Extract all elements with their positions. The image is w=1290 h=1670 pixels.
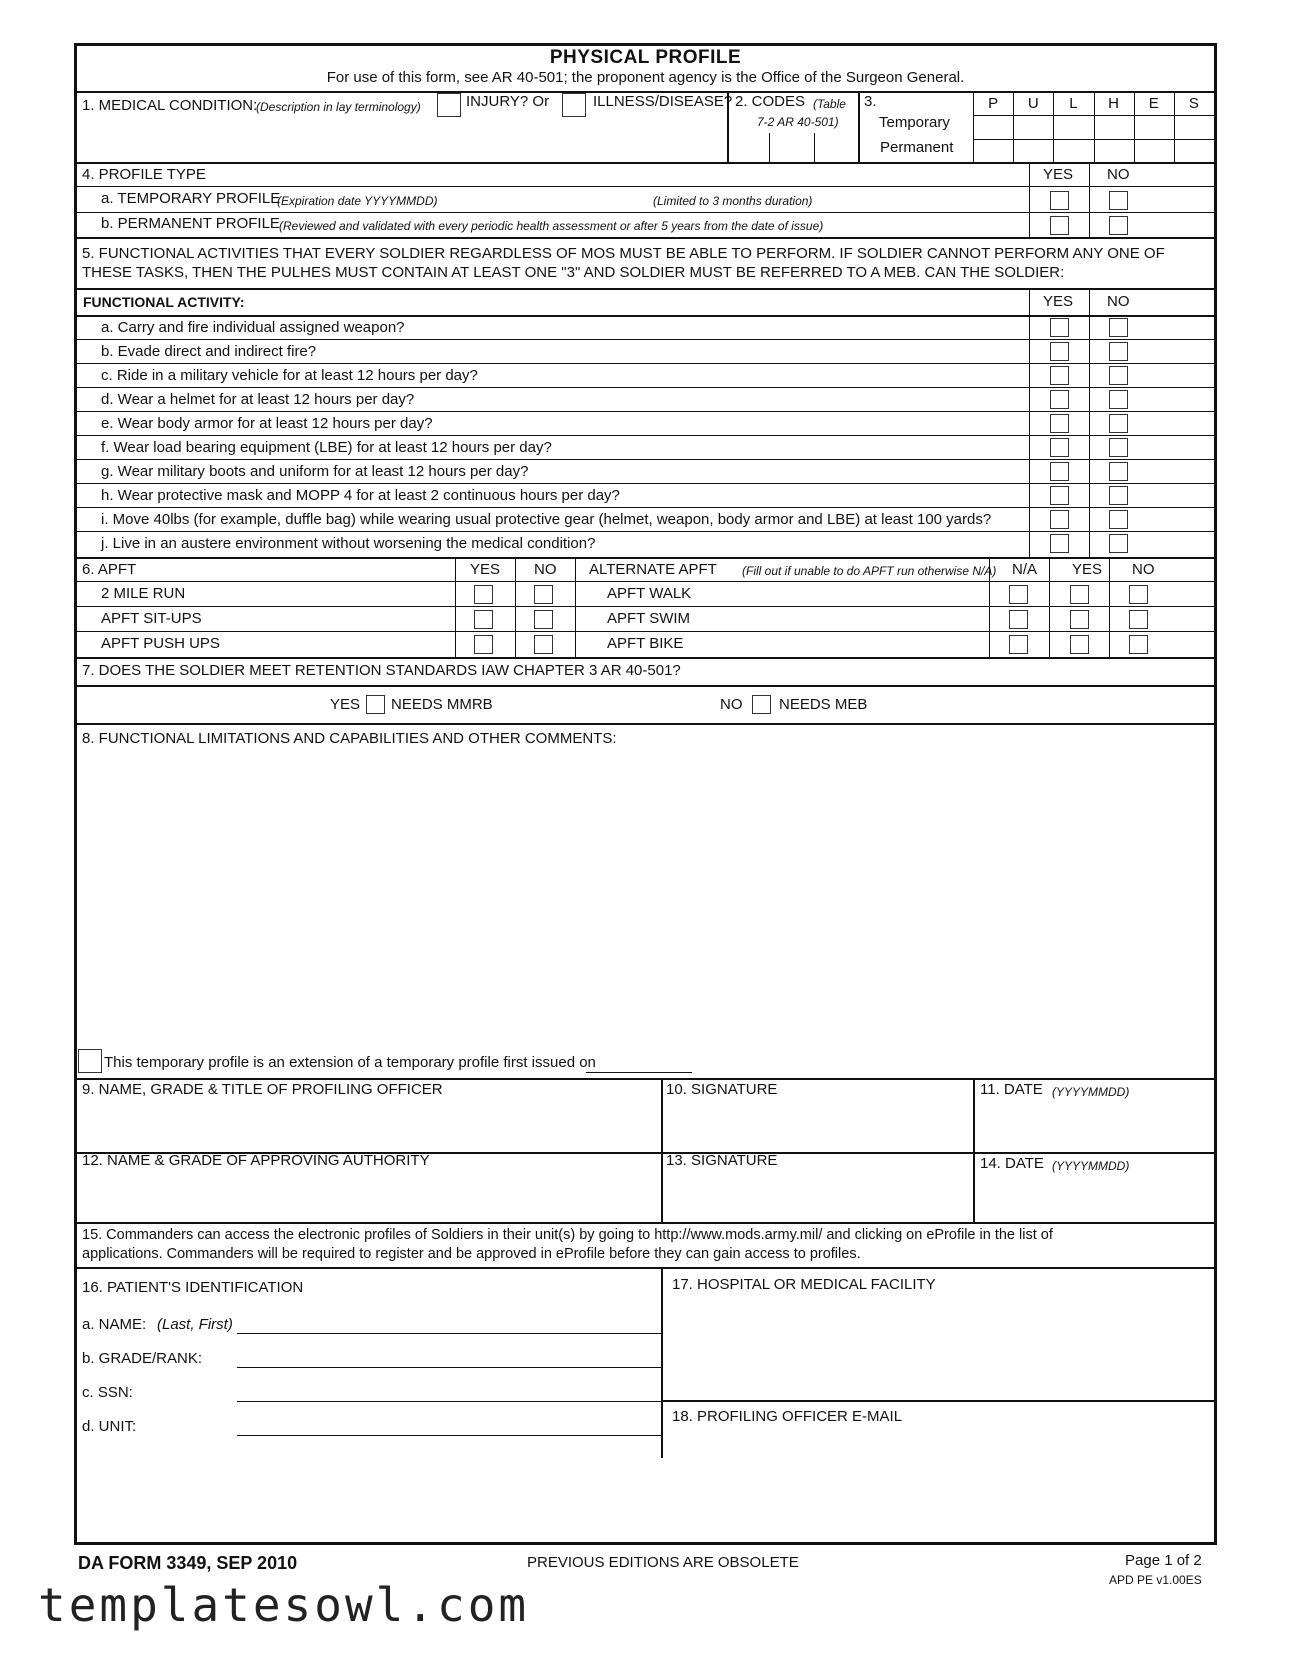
divider: [661, 1268, 663, 1458]
divider: [662, 1400, 1214, 1402]
divider: [769, 133, 770, 163]
approving-authority-label: 12. NAME & GRADE OF APPROVING AUTHORITY: [82, 1152, 430, 1169]
watermark: templatesowl.com: [38, 1578, 530, 1632]
functional-activity-no-checkbox[interactable]: [1109, 366, 1128, 385]
alternate-apft-no-checkbox[interactable]: [1129, 635, 1148, 654]
permanent-profile-hint: (Reviewed and validated with every periodic health assessment or after 5 years from the date of issue): [279, 219, 824, 233]
approving-date-hint: (YYYYMMDD): [1052, 1159, 1130, 1173]
divider: [77, 606, 1214, 607]
functional-activity-no-checkbox[interactable]: [1109, 534, 1128, 553]
patient-grade-label: b. GRADE/RANK:: [82, 1350, 203, 1367]
needs-mmrb-label: NEEDS MMRB: [391, 696, 493, 713]
pulhes-grid: [973, 91, 1214, 163]
divider: [973, 115, 1214, 116]
divider: [1049, 558, 1050, 657]
functional-activity-row: [77, 508, 1214, 532]
profile-yes-header: YES: [1043, 166, 1074, 183]
eprofile-note-line-2: applications. Commanders will be required to register and be approved in eProfile before they can gain access to profiles.: [82, 1246, 861, 1262]
functional-activity-header: FUNCTIONAL ACTIVITY:: [83, 294, 245, 310]
functional-activity-row: [77, 460, 1214, 484]
alternate-apft-yes-checkbox[interactable]: [1070, 635, 1089, 654]
functional-limitations-input[interactable]: [81, 752, 1210, 1046]
pulhes-u-header: U: [1027, 95, 1039, 112]
pulhes-l-header: L: [1069, 95, 1078, 112]
divider: [973, 1079, 975, 1223]
functional-activity-no-checkbox[interactable]: [1109, 438, 1128, 457]
illness-label: ILLNESS/DISEASE?: [593, 93, 733, 110]
alt-na-header: N/A: [1012, 561, 1038, 578]
functional-activity-no-checkbox[interactable]: [1109, 414, 1128, 433]
date-label: 11. DATE: [980, 1081, 1043, 1098]
functional-activity-label: b. Evade direct and indirect fire?: [101, 343, 317, 360]
functional-activity-no-checkbox[interactable]: [1109, 510, 1128, 529]
functional-activity-no-checkbox[interactable]: [1109, 486, 1128, 505]
divider: [1089, 163, 1090, 238]
functional-activity-no-checkbox[interactable]: [1109, 462, 1128, 481]
apft-event-yes-checkbox[interactable]: [474, 635, 493, 654]
divider: [1174, 91, 1175, 163]
pulhes-s-temporary-cell[interactable]: [1174, 115, 1214, 139]
profiling-officer-label: 9. NAME, GRADE & TITLE OF PROFILING OFFICER: [82, 1081, 443, 1098]
functional-limitations-label: 8. FUNCTIONAL LIMITATIONS AND CAPABILITIES AND OTHER COMMENTS:: [82, 730, 617, 747]
patient-name-hint: (Last, First): [157, 1316, 233, 1333]
permanent-profile-yes-checkbox[interactable]: [1050, 216, 1069, 235]
divider: [575, 558, 576, 657]
pulhes-p-header: P: [988, 95, 999, 112]
apft-event-yes-checkbox[interactable]: [474, 585, 493, 604]
alternate-apft-event-label: APFT WALK: [607, 585, 692, 602]
functional-activity-row: [77, 484, 1214, 508]
approving-date-label: 14. DATE: [980, 1155, 1044, 1172]
pulhes-e-header: E: [1148, 95, 1159, 112]
pulhes-s-permanent-cell[interactable]: [1174, 139, 1214, 163]
functional-activity-yes-checkbox[interactable]: [1050, 438, 1069, 457]
hospital-facility-label: 17. HOSPITAL OR MEDICAL FACILITY: [672, 1276, 936, 1293]
functional-activity-yes-checkbox[interactable]: [1050, 462, 1069, 481]
functional-activity-row: [77, 388, 1214, 412]
functional-activity-yes-checkbox[interactable]: [1050, 366, 1069, 385]
alt-yes-header: YES: [1072, 561, 1103, 578]
functional-activity-label: g. Wear military boots and uniform for at least 12 hours per day?: [101, 463, 529, 480]
pulhes-p-temporary-cell[interactable]: [973, 115, 1013, 139]
functional-activity-yes-checkbox[interactable]: [1050, 318, 1069, 337]
needs-mmrb-checkbox[interactable]: [366, 695, 385, 714]
extension-date-line[interactable]: [586, 1072, 692, 1073]
pulhes-h-permanent-cell[interactable]: [1094, 139, 1134, 163]
divider: [77, 162, 1214, 164]
alternate-apft-label: ALTERNATE APFT: [589, 561, 717, 578]
divider: [77, 237, 1214, 239]
functional-activity-yes-checkbox[interactable]: [1050, 534, 1069, 553]
patient-unit-label: d. UNIT:: [82, 1418, 137, 1435]
functional-activity-no-checkbox[interactable]: [1109, 318, 1128, 337]
profile-type-label: 4. PROFILE TYPE: [82, 166, 206, 183]
functional-activities-line-1: 5. FUNCTIONAL ACTIVITIES THAT EVERY SOLDIER REGARDLESS OF MOS MUST BE ABLE TO PERFORM. IF SOLDIER CANNOT PERFORM ANY ONE OF: [82, 245, 1165, 262]
divider: [77, 723, 1214, 725]
pulhes-l-temporary-cell[interactable]: [1053, 115, 1093, 139]
divider: [1029, 163, 1030, 238]
divider: [77, 657, 1214, 659]
eprofile-note-line-1: 15. Commanders can access the electronic profiles of Soldiers in their unit(s) by going to http://www.mods.army.mil/ and clicking on eProfile in the list of: [82, 1227, 1053, 1243]
divider: [973, 139, 1214, 140]
divider: [1134, 91, 1135, 163]
permanent-label: Permanent: [880, 139, 954, 156]
extension-checkbox[interactable]: [78, 1049, 102, 1073]
temporary-profile-yes-checkbox[interactable]: [1050, 191, 1069, 210]
extension-label: This temporary profile is an extension of a temporary profile first issued on: [104, 1054, 596, 1071]
patient-ssn-label: c. SSN:: [82, 1384, 133, 1401]
functional-activity-label: d. Wear a helmet for at least 12 hours per day?: [101, 391, 415, 408]
pulhes-s-header: S: [1188, 95, 1199, 112]
functional-activity-label: e. Wear body armor for at least 12 hours per day?: [101, 415, 433, 432]
divider: [661, 1079, 663, 1223]
pulhes-h-temporary-cell[interactable]: [1094, 115, 1134, 139]
version-id: APD PE v1.00ES: [1109, 1573, 1202, 1587]
functional-activity-yes-checkbox[interactable]: [1050, 342, 1069, 361]
functional-activity-row: [77, 316, 1214, 340]
obsolete-notice: PREVIOUS EDITIONS ARE OBSOLETE: [527, 1554, 799, 1571]
functional-activity-label: i. Move 40lbs (for example, duffle bag) while wearing usual protective gear (helmet, weapon, body armor and LBE) at least 100 yards?: [101, 511, 992, 528]
alternate-apft-yes-checkbox[interactable]: [1070, 585, 1089, 604]
patient-unit-line[interactable]: [237, 1435, 661, 1436]
divider: [989, 558, 990, 657]
patient-grade-line[interactable]: [237, 1367, 661, 1368]
divider: [515, 558, 516, 657]
functional-activity-yes-checkbox[interactable]: [1050, 414, 1069, 433]
activity-no-header: NO: [1107, 293, 1130, 310]
divider: [77, 212, 1214, 213]
temporary-profile-limit: (Limited to 3 months duration): [653, 194, 813, 208]
apft-event-yes-checkbox[interactable]: [474, 610, 493, 629]
functional-activity-label: f. Wear load bearing equipment (LBE) for at least 12 hours per day?: [101, 439, 552, 456]
functional-activity-row: [77, 340, 1214, 364]
functional-activity-yes-checkbox[interactable]: [1050, 486, 1069, 505]
divider: [77, 1267, 1214, 1269]
alternate-apft-event-label: APFT SWIM: [607, 610, 691, 627]
permanent-profile-label: b. PERMANENT PROFILE: [101, 215, 280, 232]
codes-label: 2. CODES: [735, 93, 806, 110]
form-id: DA FORM 3349, SEP 2010: [78, 1553, 298, 1573]
form-title: PHYSICAL PROFILE: [549, 47, 742, 68]
pulhes-u-permanent-cell[interactable]: [1013, 139, 1053, 163]
profiling-officer-email-label: 18. PROFILING OFFICER E-MAIL: [672, 1408, 903, 1425]
patient-id-label: 16. PATIENT'S IDENTIFICATION: [82, 1279, 304, 1296]
functional-activity-label: j. Live in an austere environment without worsening the medical condition?: [101, 535, 596, 552]
apft-event-label: APFT PUSH UPS: [101, 635, 220, 652]
apft-yes-header: YES: [470, 561, 501, 578]
functional-activity-row: [77, 532, 1214, 556]
injury-label: INJURY? Or: [466, 93, 550, 110]
divider: [858, 91, 860, 163]
alternate-apft-na-checkbox[interactable]: [1009, 635, 1028, 654]
functional-activity-yes-checkbox[interactable]: [1050, 510, 1069, 529]
pulhes-l-permanent-cell[interactable]: [1053, 139, 1093, 163]
medical-condition-hint: (Description in lay terminology): [256, 100, 421, 114]
divider: [1109, 558, 1110, 657]
apft-event-label: 2 MILE RUN: [101, 585, 186, 602]
divider: [77, 685, 1214, 687]
page-number: Page 1 of 2: [1125, 1552, 1202, 1569]
divider: [727, 91, 729, 163]
divider: [77, 288, 1214, 290]
pulhes-h-header: H: [1108, 95, 1119, 112]
codes-hint-2: 7-2 AR 40-501): [757, 115, 839, 129]
alternate-apft-na-checkbox[interactable]: [1009, 610, 1028, 629]
divider: [77, 186, 1214, 187]
functional-activity-no-checkbox[interactable]: [1109, 342, 1128, 361]
pulhes-u-temporary-cell[interactable]: [1013, 115, 1053, 139]
divider: [77, 557, 1214, 559]
needs-meb-label: NEEDS MEB: [779, 696, 868, 713]
temporary-profile-hint: (Expiration date YYYYMMDD): [277, 194, 438, 208]
retention-no-label: NO: [720, 696, 743, 713]
functional-activity-label: a. Carry and fire individual assigned weapon?: [101, 319, 405, 336]
functional-activity-label: c. Ride in a military vehicle for at least 12 hours per day?: [101, 367, 478, 384]
apft-label: 6. APFT: [82, 561, 137, 578]
date-hint: (YYYYMMDD): [1052, 1085, 1130, 1099]
apft-event-label: APFT SIT-UPS: [101, 610, 202, 627]
illness-checkbox[interactable]: [562, 93, 586, 117]
functional-activities-line-2: THESE TASKS, THEN THE PULHES MUST CONTAIN AT LEAST ONE "3" AND SOLDIER MUST BE REFERRED TO A MEB. CAN THE SOLDIER:: [82, 264, 1065, 281]
alt-no-header: NO: [1132, 561, 1155, 578]
apft-event-no-checkbox[interactable]: [534, 635, 553, 654]
alternate-apft-na-checkbox[interactable]: [1009, 585, 1028, 604]
alternate-apft-no-checkbox[interactable]: [1129, 585, 1148, 604]
divider: [1053, 91, 1054, 163]
approving-signature-label: 13. SIGNATURE: [666, 1152, 778, 1169]
pulhes-e-temporary-cell[interactable]: [1134, 115, 1174, 139]
divider: [814, 133, 815, 163]
alternate-apft-hint: (Fill out if unable to do APFT run otherwise N/A): [742, 564, 997, 578]
divider: [77, 581, 1214, 582]
profile-no-header: NO: [1107, 166, 1130, 183]
functional-activity-yes-checkbox[interactable]: [1050, 390, 1069, 409]
temporary-profile-label: a. TEMPORARY PROFILE: [101, 190, 281, 207]
codes-hint: (Table: [813, 97, 846, 111]
functional-activity-no-checkbox[interactable]: [1109, 390, 1128, 409]
retention-yes-label: YES: [330, 696, 361, 713]
divider: [77, 1078, 1214, 1080]
patient-ssn-line[interactable]: [237, 1401, 661, 1402]
divider: [77, 631, 1214, 632]
permanent-profile-no-checkbox[interactable]: [1109, 216, 1128, 235]
pulhes-e-permanent-cell[interactable]: [1134, 139, 1174, 163]
alternate-apft-yes-checkbox[interactable]: [1070, 610, 1089, 629]
divider: [1013, 91, 1014, 163]
apft-event-no-checkbox[interactable]: [534, 610, 553, 629]
medical-condition-label: 1. MEDICAL CONDITION:: [82, 97, 258, 114]
pulhes-p-permanent-cell[interactable]: [973, 139, 1013, 163]
retention-standards-label: 7. DOES THE SOLDIER MEET RETENTION STANDARDS IAW CHAPTER 3 AR 40-501?: [82, 662, 681, 679]
signature-label: 10. SIGNATURE: [666, 1081, 778, 1098]
temporary-label: Temporary: [879, 114, 950, 131]
needs-meb-checkbox[interactable]: [752, 695, 771, 714]
divider: [973, 91, 974, 163]
patient-name-line[interactable]: [237, 1333, 661, 1334]
form-subtitle: For use of this form, see AR 40-501; the proponent agency is the Office of the Surgeon General.: [326, 69, 965, 86]
divider: [1094, 91, 1095, 163]
apft-no-header: NO: [534, 561, 557, 578]
patient-name-label: a. NAME:: [82, 1316, 147, 1333]
alternate-apft-event-label: APFT BIKE: [607, 635, 684, 652]
divider: [77, 1222, 1214, 1224]
injury-checkbox[interactable]: [437, 93, 461, 117]
temporary-profile-no-checkbox[interactable]: [1109, 191, 1128, 210]
physical-profile-form: [74, 43, 1217, 1545]
alternate-apft-no-checkbox[interactable]: [1129, 610, 1148, 629]
functional-activity-row: [77, 364, 1214, 388]
activity-yes-header: YES: [1043, 293, 1074, 310]
functional-activity-row: [77, 412, 1214, 436]
divider: [455, 558, 456, 657]
functional-activity-row: [77, 436, 1214, 460]
functional-activity-label: h. Wear protective mask and MOPP 4 for at least 2 continuous hours per day?: [101, 487, 620, 504]
apft-event-no-checkbox[interactable]: [534, 585, 553, 604]
section-3-label: 3.: [864, 93, 877, 110]
